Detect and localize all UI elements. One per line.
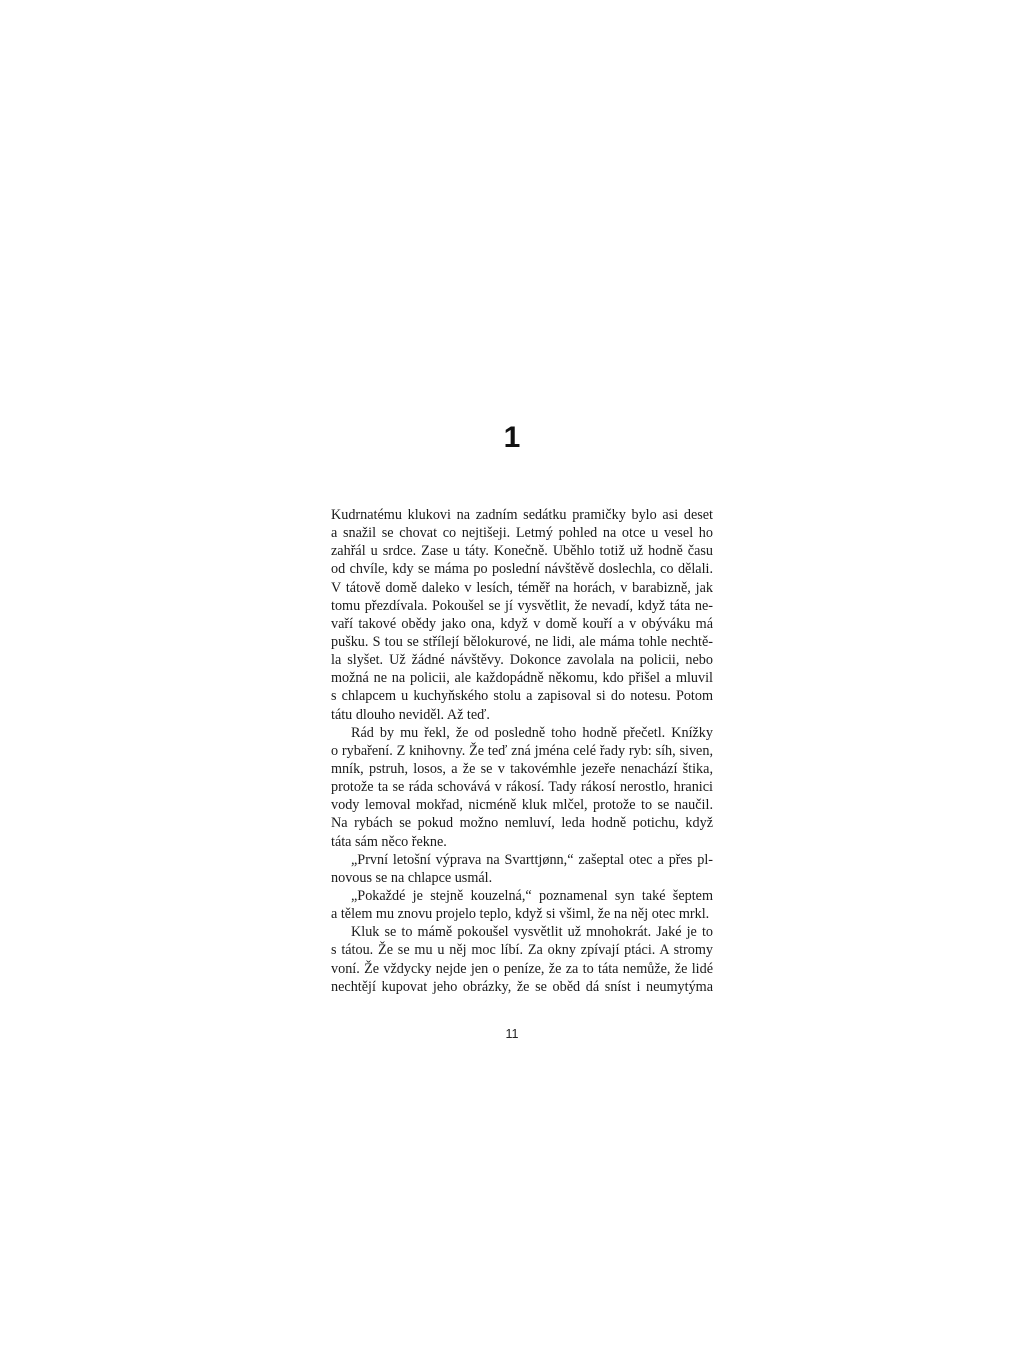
paragraph xyxy=(331,887,713,923)
paragraph xyxy=(331,724,713,851)
text-line: od chvíle, kdy se máma po poslední návštěvě doslechla, co dělali. xyxy=(331,561,713,578)
text-line: o rybaření. Z knihovny. Že teď zná jména celé řady ryb: síh, siven, xyxy=(331,742,713,759)
text-line: Kudrnatému klukovi na zadním sedátku pramičky bylo asi deset xyxy=(331,507,713,523)
text-line: možná ne na policii, ale každopádně někomu, kdo přišel a mluvil xyxy=(331,670,713,687)
text-line: s chlapcem u kuchyňského stolu a zapisoval si do notesu. Potom xyxy=(331,688,713,705)
text-line: „Pokaždé je stejně kouzelná,“ poznamenal syn také šeptem xyxy=(351,887,713,904)
text-line: mník, pstruh, losos, a že se v takovémhle jezeře nenachází štika, xyxy=(331,760,713,777)
text-line: Rád by mu řekl, že od posledně toho hodně přečetl. Knížky xyxy=(351,724,713,741)
text-line: zahřál u srdce. Zase u táty. Konečně. Uběhlo totiž už hodně času xyxy=(331,543,713,560)
text-line: novous se na chlapce usmál. xyxy=(331,869,493,886)
text-line: a tělem mu znovu projelo teplo, když si všiml, že na něj otec mrkl. xyxy=(331,906,710,923)
paragraph xyxy=(331,506,713,724)
text-line: voní. Že vždycky nejde jen o peníze, že za to táta nemůže, že lidé xyxy=(331,960,713,977)
chapter-body-text xyxy=(331,506,713,996)
text-line: nechtějí kupovat jeho obrázky, že se oběd dá sníst i neumytýma xyxy=(331,978,713,995)
text-line: vody lemoval mokřad, nicméně kluk mlčel, protože to se naučil. xyxy=(331,797,713,814)
text-line: s tátou. Že se mu u něj moc líbí. Za okny zpívají ptáci. A stromy xyxy=(331,942,713,959)
text-line: tomu přezdívala. Pokoušel se jí vysvětlit, že nevadí, když táta ne- xyxy=(331,597,713,614)
text-line: vaří takové obědy jako ona, když v domě kouří a v obýváku má xyxy=(331,615,713,632)
text-line: protože ta se ráda schovává v rákosí. Tady rákosí nerostlo, hranici xyxy=(331,779,713,796)
text-line: Kluk se to mámě pokoušel vysvětlit už mnohokrát. Jaké je to xyxy=(351,924,713,941)
text-line: tátu dlouho neviděl. Až teď. xyxy=(331,706,490,723)
text-line: a snažil se chovat co nejtišeji. Letmý pohled na otce u vesel ho xyxy=(331,525,713,542)
text-line: Na rybách se pokud možno nemluví, leda hodně potichu, když xyxy=(331,815,713,832)
text-line: táta sám něco řekne. xyxy=(331,833,447,850)
text-line: la slyšet. Už žádné návštěvy. Dokonce zavolala na policii, nebo xyxy=(331,652,713,669)
text-line: V tátově domě daleko v lesích, téměř na horách, v barabizně, jak xyxy=(331,579,713,596)
text-line: „První letošní výprava na Svarttjønn,“ zašeptal otec a přes pl- xyxy=(351,851,713,868)
paragraph xyxy=(331,851,713,887)
paragraph xyxy=(331,923,713,996)
page-number: 11 xyxy=(505,1027,519,1041)
chapter-number: 1 xyxy=(503,421,521,454)
text-line: pušku. S tou se střílejí bělokurové, ne lidi, ale máma tohle nechtě- xyxy=(331,633,713,650)
